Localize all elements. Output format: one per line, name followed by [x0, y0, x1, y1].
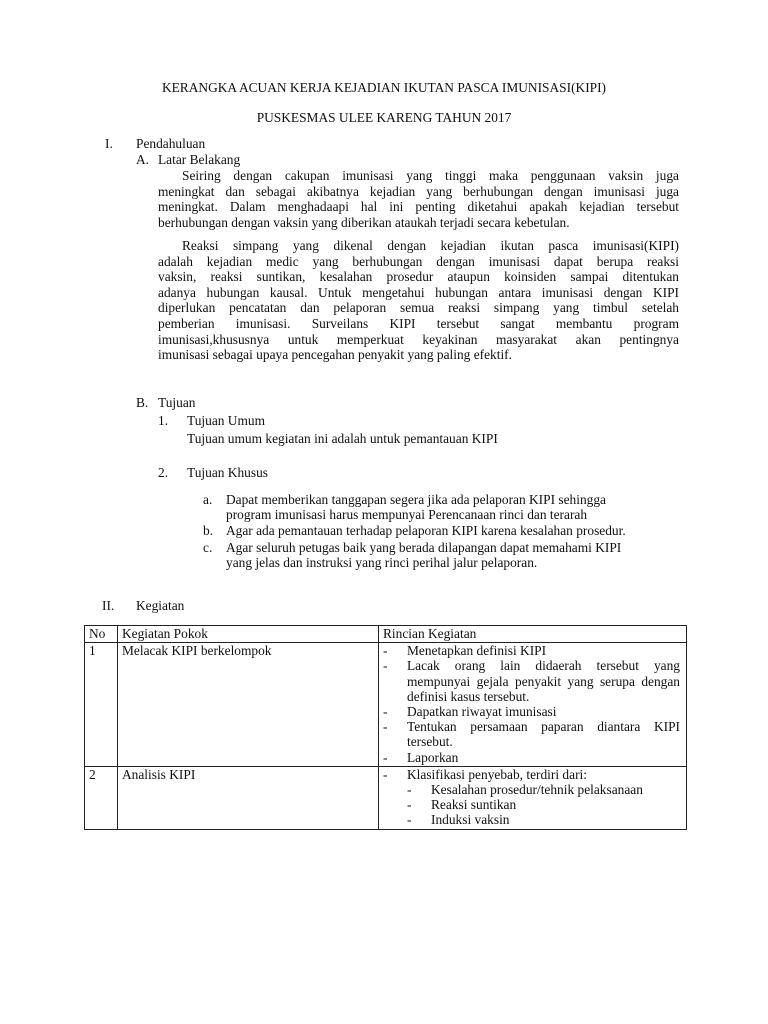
paragraph-line: pemberian imunisasi. Surveilans KIPI tersebut sangat membantu program: [158, 315, 679, 331]
table-row: [85, 643, 687, 767]
table-header-row: [85, 626, 687, 643]
paragraph-line: meningkat. Dalam menghadaapi hal ini penting diketahui apakah kejadian tersebut: [158, 199, 679, 215]
list-item: - Dapatkan riwayat imunisasi: [383, 704, 557, 720]
list-item: - Menetapkan definisi KIPI: [383, 643, 547, 659]
subsection-title: Tujuan: [158, 395, 196, 410]
point-text: Dapat memberikan tanggapan segera jika ada pelaporan KIPI sehingga: [226, 492, 606, 507]
dash-bullet: -: [383, 719, 388, 735]
kegiatan-pokok: Melacak KIPI berkelompok: [118, 643, 379, 767]
point-label: c.: [203, 540, 213, 555]
list-item: - Induksi vaksin: [407, 812, 510, 828]
rincian-kegiatan: [379, 643, 687, 767]
dash-bullet: -: [383, 749, 388, 765]
paragraph-line: imunisasi sebagai upaya pencegahan penyakit yang paling efektif.: [158, 347, 512, 363]
list-item: - Laporkan: [383, 749, 459, 765]
list-item: - Reaksi suntikan: [407, 797, 517, 813]
point-label: b.: [203, 523, 214, 538]
list-number: 1.: [158, 413, 169, 428]
paragraph-latar-belakang-1: [158, 168, 679, 230]
subsection-title: Latar Belakang: [158, 152, 241, 167]
subsection-label: B.: [136, 395, 149, 410]
list-item-title: Tujuan Khusus: [187, 465, 268, 480]
point-text: Agar ada pemantauan terhadap pelaporan KIPI karena kesalahan prosedur.: [226, 523, 626, 538]
rincian-sublist: [383, 782, 686, 828]
list-item: - Kesalahan prosedur/tehnik pelaksanaan: [407, 782, 643, 798]
point-text: yang jelas dan instruksi yang rinci perihal jalur pelaporan.: [226, 555, 538, 570]
dash-bullet: -: [407, 797, 412, 813]
subsection-label: A.: [136, 152, 150, 167]
point-text: Agar seluruh petugas baik yang berada dilapangan dapat memahami KIPI: [226, 540, 622, 555]
dash-bullet: -: [407, 812, 412, 828]
dash-bullet: -: [383, 643, 388, 659]
rincian-kegiatan: [379, 766, 687, 829]
document-title: KERANGKA ACUAN KERJA KEJADIAN IKUTAN PASCA IMUNISASI(KIPI): [161, 80, 607, 95]
paragraph-line: Seiring dengan cakupan imunisasi yang tinggi maka penggunaan vaksin juga: [182, 168, 679, 183]
list-item: - Lacak orang lain didaerah tersebut yang mempunyai gejala penyakit yang serupa dengan definisi kasus tersebut.: [383, 658, 680, 704]
kegiatan-pokok: Analisis KIPI: [118, 766, 379, 829]
list-item-title: Tujuan Umum: [187, 413, 266, 428]
paragraph-latar-belakang-2: [158, 238, 679, 363]
list-item-text: Tujuan umum kegiatan ini adalah untuk pemantauan KIPI: [187, 431, 498, 446]
paragraph-line: Reaksi simpang yang dikenal dengan kejadian ikutan pasca imunisasi(KIPI): [182, 238, 679, 253]
column-header: Kegiatan Pokok: [118, 626, 379, 643]
paragraph-line: meningkat dan sebagai akibatnya kejadian yang berhubungan dengan imunisasi juga: [158, 183, 679, 199]
row-number: 2: [85, 766, 118, 829]
paragraph-line: vaksin, reaksi suntikan, kesalahan prosedur ataupun koinsiden sampai ditentukan: [158, 269, 679, 285]
paragraph-line: diperlukan pencatatan dan pelaporan semua reaksi simpang yang timbul setelah: [158, 300, 679, 316]
point-text: program imunisasi harus mempunyai Perencanaan rinci dan terarah: [226, 507, 588, 522]
row-number: 1: [85, 643, 118, 767]
dash-bullet: -: [383, 658, 388, 674]
dash-bullet: -: [383, 704, 388, 720]
point-label: a.: [203, 492, 213, 507]
column-header: No: [85, 626, 118, 643]
dash-bullet: -: [407, 782, 412, 798]
section-heading: Pendahuluan: [136, 136, 206, 151]
rincian-list: [383, 767, 686, 782]
paragraph-line: berhubungan dengan vaksin yang diberikan ataukah terjadi secara kebetulan.: [158, 214, 570, 230]
dash-bullet: -: [383, 766, 388, 782]
table-row: [85, 766, 687, 829]
section-heading: Kegiatan: [136, 598, 185, 613]
list-item: - Tentukan persamaan paparan diantara KIPI tersebut.: [383, 719, 680, 750]
section-number: II.: [102, 598, 115, 613]
kegiatan-table: [84, 625, 687, 830]
column-header: Rincian Kegiatan: [379, 626, 687, 643]
rincian-list: [383, 643, 686, 765]
paragraph-line: adanya hubungan kausal. Untuk mengetahui hubungan antara imunisasi dengan KIPI: [158, 284, 679, 300]
list-item: - Klasifikasi penyebab, terdiri dari:: [383, 766, 587, 782]
paragraph-line: adalah kejadian medic yang berhubungan dengan imunisasi dapat berupa reaksi: [158, 253, 679, 269]
document-subtitle: PUSKESMAS ULEE KARENG TAHUN 2017: [256, 110, 512, 125]
list-number: 2.: [158, 465, 169, 480]
section-number: I.: [105, 136, 113, 151]
paragraph-line: imunisasi,khususnya untuk memperkuat keyakinan masyarakat akan pentingnya: [158, 331, 679, 347]
